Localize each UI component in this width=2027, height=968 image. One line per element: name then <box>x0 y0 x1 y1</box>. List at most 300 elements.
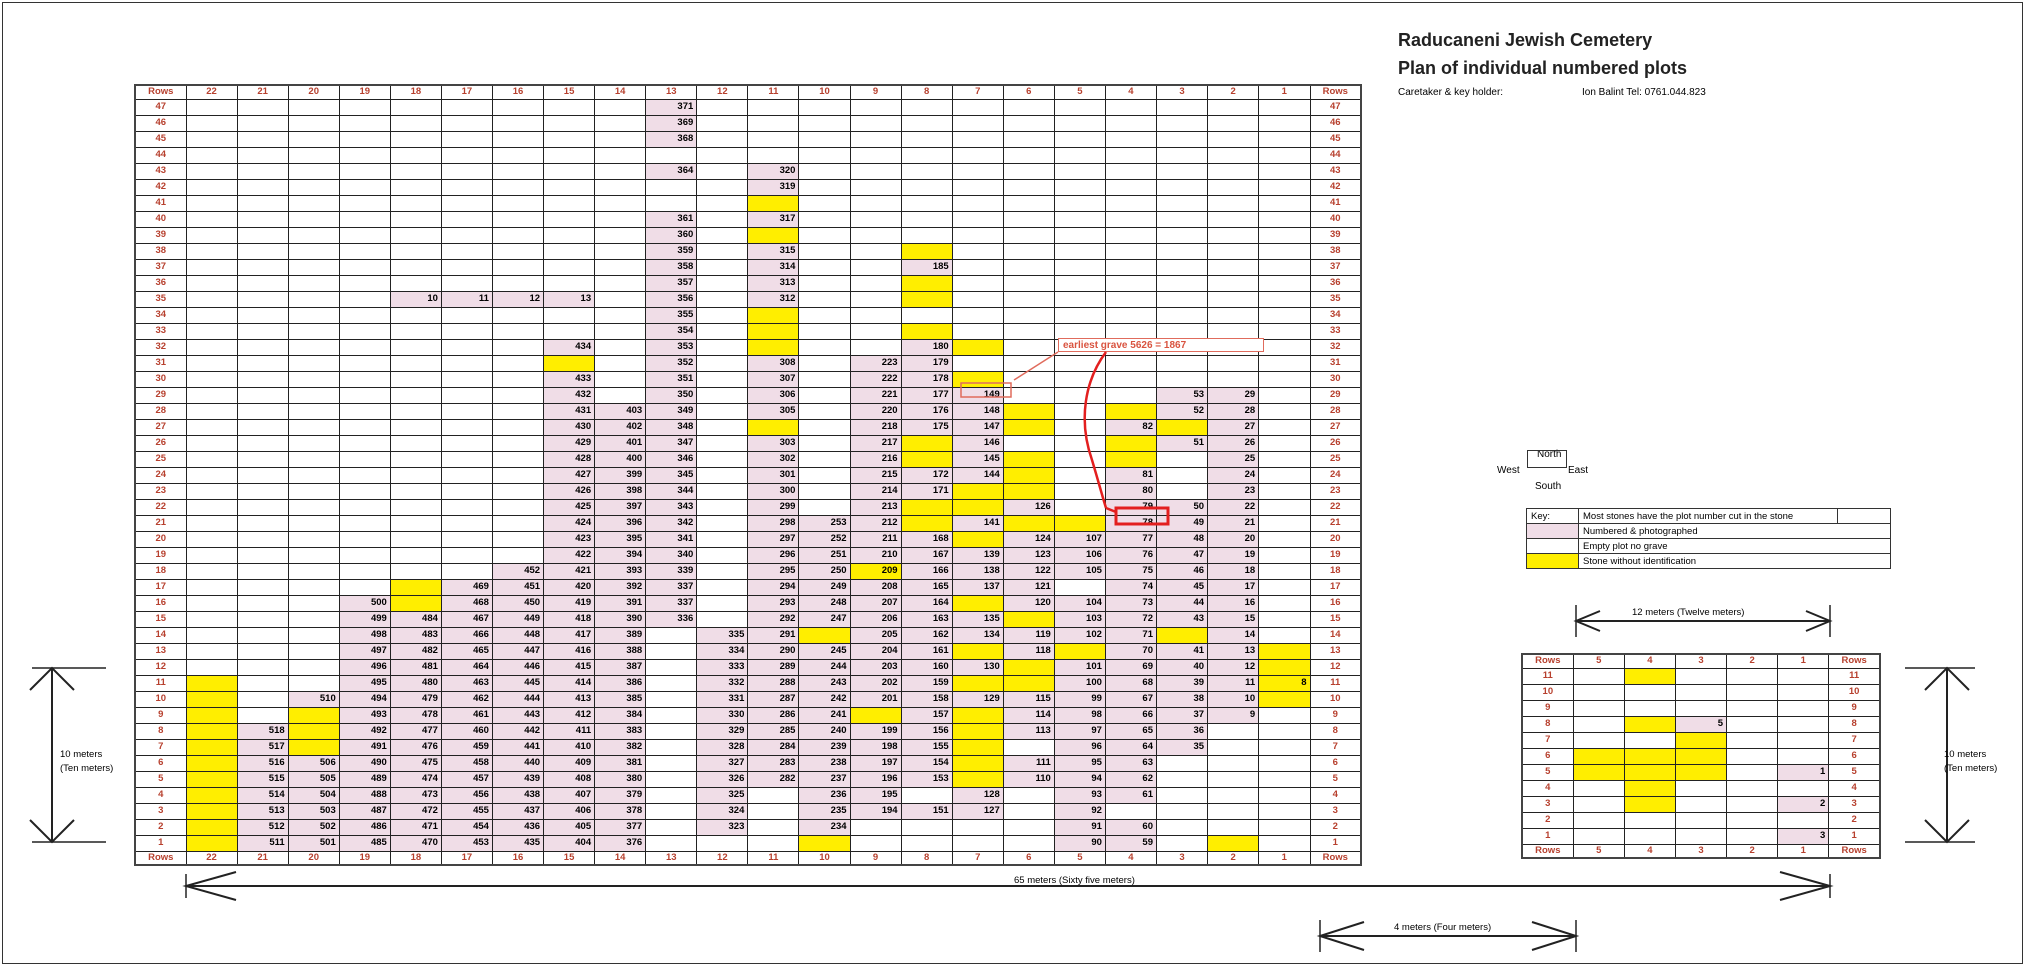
plot-cell: 364 <box>646 163 697 179</box>
column-header: 8 <box>901 851 952 865</box>
row-number: 24 <box>135 467 186 483</box>
row-number: 9 <box>1310 707 1361 723</box>
plot-cell: 13 <box>544 291 595 307</box>
plot-cell: 12 <box>492 291 543 307</box>
plot-cell: 497 <box>339 643 390 659</box>
plot-cell: 459 <box>441 739 492 755</box>
row-number: 33 <box>135 323 186 339</box>
row-number: 2 <box>1829 812 1880 828</box>
plot-cell: 504 <box>288 787 339 803</box>
plot-cell: 51 <box>1156 435 1207 451</box>
row-number: 34 <box>135 307 186 323</box>
plot-cell: 445 <box>492 675 543 691</box>
plot-cell: 164 <box>901 595 952 611</box>
column-header: 13 <box>646 85 697 99</box>
row-number: 11 <box>1522 668 1573 684</box>
row-number: 2 <box>135 819 186 835</box>
plot-cell: 90 <box>1054 835 1105 851</box>
row-number: 4 <box>135 787 186 803</box>
plot-cell: 392 <box>595 579 646 595</box>
plot-cell: 432 <box>544 387 595 403</box>
plot-cell: 469 <box>441 579 492 595</box>
plot-cell: 104 <box>1054 595 1105 611</box>
plot-cell: 212 <box>850 515 901 531</box>
plot-cell: 211 <box>850 531 901 547</box>
plot-cell: 411 <box>544 723 595 739</box>
plot-cell: 205 <box>850 627 901 643</box>
row-number: 6 <box>1310 755 1361 771</box>
row-number: 23 <box>135 483 186 499</box>
plot-cell: 474 <box>390 771 441 787</box>
row-number: 2 <box>1310 819 1361 835</box>
plot-cell: 3 <box>1778 828 1829 844</box>
plot-cell: 410 <box>544 739 595 755</box>
row-number: 18 <box>1310 563 1361 579</box>
column-header: 3 <box>1675 654 1726 668</box>
plot-cell: 389 <box>595 627 646 643</box>
plot-cell: 369 <box>646 115 697 131</box>
plot-cell: 67 <box>1105 691 1156 707</box>
compass-west: West <box>1497 465 1520 476</box>
row-number: 9 <box>1522 700 1573 716</box>
plot-cell: 120 <box>1003 595 1054 611</box>
plot-cell: 492 <box>339 723 390 739</box>
plot-cell: 135 <box>952 611 1003 627</box>
plot-cell: 52 <box>1156 403 1207 419</box>
plot-cell: 308 <box>748 355 799 371</box>
plot-cell: 110 <box>1003 771 1054 787</box>
plot-cell: 391 <box>595 595 646 611</box>
column-header: 15 <box>544 85 595 99</box>
plot-cell: 388 <box>595 643 646 659</box>
column-header: 20 <box>288 851 339 865</box>
row-number: 11 <box>1829 668 1880 684</box>
column-header: 18 <box>390 85 441 99</box>
right-dim-label: 10 meters <box>1944 749 1987 760</box>
plot-cell: 307 <box>748 371 799 387</box>
plot-cell: 11 <box>441 291 492 307</box>
plot-cell: 124 <box>1003 531 1054 547</box>
plot-cell: 106 <box>1054 547 1105 563</box>
plot-cell: 285 <box>748 723 799 739</box>
plot-cell: 213 <box>850 499 901 515</box>
plot-cell: 298 <box>748 515 799 531</box>
plot-cell: 53 <box>1156 387 1207 403</box>
plot-cell: 252 <box>799 531 850 547</box>
plot-cell: 305 <box>748 403 799 419</box>
column-header: 11 <box>748 851 799 865</box>
plot-cell: 235 <box>799 803 850 819</box>
row-number: 27 <box>135 419 186 435</box>
plot-cell: 175 <box>901 419 952 435</box>
plot-cell: 73 <box>1105 595 1156 611</box>
row-number: 32 <box>135 339 186 355</box>
plot-cell: 82 <box>1105 419 1156 435</box>
row-number: 10 <box>1522 684 1573 700</box>
plot-cell: 247 <box>799 611 850 627</box>
row-number: 11 <box>135 675 186 691</box>
row-number: 4 <box>1522 780 1573 796</box>
rows-label: Rows <box>1829 844 1880 858</box>
plot-cell: 429 <box>544 435 595 451</box>
row-number: 45 <box>1310 131 1361 147</box>
key-title: Key: <box>1527 509 1579 524</box>
row-number: 42 <box>1310 179 1361 195</box>
plot-cell: 348 <box>646 419 697 435</box>
plot-cell: 141 <box>952 515 1003 531</box>
plot-cell: 62 <box>1105 771 1156 787</box>
plot-cell: 66 <box>1105 707 1156 723</box>
plot-cell: 341 <box>646 531 697 547</box>
row-number: 26 <box>1310 435 1361 451</box>
plot-cell: 444 <box>492 691 543 707</box>
row-number: 30 <box>1310 371 1361 387</box>
plot-cell: 208 <box>850 579 901 595</box>
row-number: 9 <box>135 707 186 723</box>
plot-cell: 487 <box>339 803 390 819</box>
row-number: 44 <box>1310 147 1361 163</box>
plot-cell: 419 <box>544 595 595 611</box>
column-header: 11 <box>748 85 799 99</box>
column-header: 3 <box>1675 844 1726 858</box>
plot-cell: 96 <box>1054 739 1105 755</box>
plot-cell: 91 <box>1054 819 1105 835</box>
row-number: 17 <box>135 579 186 595</box>
plot-cell: 460 <box>441 723 492 739</box>
plot-cell: 244 <box>799 659 850 675</box>
plot-cell: 242 <box>799 691 850 707</box>
plot-cell: 151 <box>901 803 952 819</box>
plot-cell: 70 <box>1105 643 1156 659</box>
caretaker-label: Caretaker & key holder: <box>1398 87 1504 98</box>
row-number: 3 <box>1829 796 1880 812</box>
plot-cell: 449 <box>492 611 543 627</box>
key-note: Most stones have the plot number cut in the stone <box>1579 509 1838 524</box>
plot-cell: 455 <box>441 803 492 819</box>
plot-cell: 126 <box>1003 499 1054 515</box>
plot-cell: 407 <box>544 787 595 803</box>
plot-cell: 221 <box>850 387 901 403</box>
plot-cell: 418 <box>544 611 595 627</box>
plot-cell: 506 <box>288 755 339 771</box>
plot-cell: 282 <box>748 771 799 787</box>
plot-cell: 380 <box>595 771 646 787</box>
plot-cell: 518 <box>237 723 288 739</box>
plot-cell: 64 <box>1105 739 1156 755</box>
row-number: 7 <box>1310 739 1361 755</box>
plot-cell: 343 <box>646 499 697 515</box>
plot-cell: 25 <box>1208 451 1259 467</box>
plot-cell: 393 <box>595 563 646 579</box>
plot-cell: 334 <box>697 643 748 659</box>
plot-cell: 12 <box>1208 659 1259 675</box>
row-number: 5 <box>1310 771 1361 787</box>
row-number: 31 <box>1310 355 1361 371</box>
plot-cell: 43 <box>1156 611 1207 627</box>
row-number: 34 <box>1310 307 1361 323</box>
plot-cell: 197 <box>850 755 901 771</box>
plot-cell: 420 <box>544 579 595 595</box>
column-header: 6 <box>1003 851 1054 865</box>
plot-cell: 414 <box>544 675 595 691</box>
plot-cell: 379 <box>595 787 646 803</box>
plot-cell: 408 <box>544 771 595 787</box>
row-number: 33 <box>1310 323 1361 339</box>
plot-cell: 75 <box>1105 563 1156 579</box>
plot-cell: 153 <box>901 771 952 787</box>
plot-cell: 201 <box>850 691 901 707</box>
plot-cell: 494 <box>339 691 390 707</box>
plot-cell: 237 <box>799 771 850 787</box>
plot-cell: 171 <box>901 483 952 499</box>
row-number: 24 <box>1310 467 1361 483</box>
plot-cell: 13 <box>1208 643 1259 659</box>
plot-cell: 149 <box>952 387 1003 403</box>
plot-cell: 68 <box>1105 675 1156 691</box>
row-number: 25 <box>135 451 186 467</box>
plot-cell: 425 <box>544 499 595 515</box>
red-pointer-line <box>1085 352 1106 508</box>
row-number: 20 <box>135 531 186 547</box>
plot-cell: 176 <box>901 403 952 419</box>
plot-cell: 61 <box>1105 787 1156 803</box>
column-header: 10 <box>799 851 850 865</box>
key-label-photographed: Numbered & photographed <box>1579 524 1891 539</box>
plot-cell: 435 <box>492 835 543 851</box>
plot-cell: 481 <box>390 659 441 675</box>
plot-cell: 286 <box>748 707 799 723</box>
row-number: 28 <box>135 403 186 419</box>
plot-cell: 329 <box>697 723 748 739</box>
plot-cell: 433 <box>544 371 595 387</box>
plot-cell: 49 <box>1156 515 1207 531</box>
plot-cell: 21 <box>1208 515 1259 531</box>
plot-cell: 10 <box>390 291 441 307</box>
plot-cell: 503 <box>288 803 339 819</box>
plot-cell: 74 <box>1105 579 1156 595</box>
row-number: 6 <box>1829 748 1880 764</box>
row-number: 28 <box>1310 403 1361 419</box>
plot-cell: 196 <box>850 771 901 787</box>
plot-cell: 206 <box>850 611 901 627</box>
plot-cell: 396 <box>595 515 646 531</box>
plot-cell: 513 <box>237 803 288 819</box>
key-label-empty: Empty plot no grave <box>1579 539 1891 554</box>
plot-cell: 251 <box>799 547 850 563</box>
plot-cell: 336 <box>646 611 697 627</box>
column-header: 17 <box>441 851 492 865</box>
plot-cell: 59 <box>1105 835 1156 851</box>
plot-cell: 448 <box>492 627 543 643</box>
plot-cell: 385 <box>595 691 646 707</box>
plot-cell: 483 <box>390 627 441 643</box>
plot-cell: 99 <box>1054 691 1105 707</box>
row-number: 11 <box>1310 675 1361 691</box>
row-number: 39 <box>135 227 186 243</box>
plot-cell: 11 <box>1208 675 1259 691</box>
plot-cell: 80 <box>1105 483 1156 499</box>
column-header: 1 <box>1259 85 1310 99</box>
row-number: 17 <box>1310 579 1361 595</box>
plot-cell: 167 <box>901 547 952 563</box>
plot-cell: 416 <box>544 643 595 659</box>
row-number: 20 <box>1310 531 1361 547</box>
plot-cell: 447 <box>492 643 543 659</box>
plot-cell: 107 <box>1054 531 1105 547</box>
plot-cell: 9 <box>1208 707 1259 723</box>
plot-cell: 439 <box>492 771 543 787</box>
plot-cell: 404 <box>544 835 595 851</box>
row-number: 21 <box>135 515 186 531</box>
row-number: 40 <box>135 211 186 227</box>
plot-cell: 430 <box>544 419 595 435</box>
column-header: 19 <box>339 851 390 865</box>
plot-cell: 337 <box>646 579 697 595</box>
column-header: 12 <box>697 85 748 99</box>
plot-cell: 41 <box>1156 643 1207 659</box>
plot-cell: 161 <box>901 643 952 659</box>
plot-cell: 457 <box>441 771 492 787</box>
rows-label: Rows <box>135 851 186 865</box>
plot-cell: 417 <box>544 627 595 643</box>
plot-cell: 378 <box>595 803 646 819</box>
plot-cell: 295 <box>748 563 799 579</box>
plot-cell: 386 <box>595 675 646 691</box>
column-header: 18 <box>390 851 441 865</box>
row-number: 43 <box>135 163 186 179</box>
plot-cell: 121 <box>1003 579 1054 595</box>
plot-cell: 203 <box>850 659 901 675</box>
row-number: 46 <box>1310 115 1361 131</box>
plot-cell: 238 <box>799 755 850 771</box>
plot-cell: 446 <box>492 659 543 675</box>
row-number: 40 <box>1310 211 1361 227</box>
row-number: 15 <box>1310 611 1361 627</box>
key-label-unidentified: Stone without identification <box>1579 554 1891 569</box>
plot-cell: 511 <box>237 835 288 851</box>
row-number: 1 <box>1829 828 1880 844</box>
row-number: 10 <box>1310 691 1361 707</box>
row-number: 23 <box>1310 483 1361 499</box>
plot-cell: 71 <box>1105 627 1156 643</box>
row-number: 18 <box>135 563 186 579</box>
plot-cell: 323 <box>697 819 748 835</box>
plot-cell: 489 <box>339 771 390 787</box>
plot-cell: 98 <box>1054 707 1105 723</box>
plot-cell: 472 <box>390 803 441 819</box>
row-number: 19 <box>1310 547 1361 563</box>
row-number: 47 <box>1310 99 1361 115</box>
plot-cell: 168 <box>901 531 952 547</box>
plot-cell: 450 <box>492 595 543 611</box>
column-header: 7 <box>952 85 1003 99</box>
plot-cell: 19 <box>1208 547 1259 563</box>
plot-cell: 48 <box>1156 531 1207 547</box>
column-header: 8 <box>901 85 952 99</box>
plot-cell: 357 <box>646 275 697 291</box>
row-number: 4 <box>1829 780 1880 796</box>
row-number: 12 <box>135 659 186 675</box>
row-number: 15 <box>135 611 186 627</box>
plot-cell: 65 <box>1105 723 1156 739</box>
plot-cell: 434 <box>544 339 595 355</box>
row-number: 41 <box>135 195 186 211</box>
plot-cell: 428 <box>544 451 595 467</box>
rows-label: Rows <box>1310 851 1361 865</box>
plot-cell: 2 <box>1778 796 1829 812</box>
row-number: 16 <box>1310 595 1361 611</box>
plot-cell: 283 <box>748 755 799 771</box>
row-number: 38 <box>135 243 186 259</box>
plot-cell: 207 <box>850 595 901 611</box>
plot-cell: 18 <box>1208 563 1259 579</box>
row-number: 7 <box>1829 732 1880 748</box>
plot-cell: 180 <box>901 339 952 355</box>
plot-cell: 8 <box>1259 675 1310 691</box>
plot-cell: 236 <box>799 787 850 803</box>
row-number: 37 <box>135 259 186 275</box>
plot-cell: 467 <box>441 611 492 627</box>
row-number: 21 <box>1310 515 1361 531</box>
plot-cell: 194 <box>850 803 901 819</box>
plot-cell: 493 <box>339 707 390 723</box>
plot-cell: 498 <box>339 627 390 643</box>
plot-cell: 442 <box>492 723 543 739</box>
plot-cell: 35 <box>1156 739 1207 755</box>
row-number: 16 <box>135 595 186 611</box>
row-number: 12 <box>1310 659 1361 675</box>
plot-cell: 315 <box>748 243 799 259</box>
plot-cell: 397 <box>595 499 646 515</box>
plot-cell: 23 <box>1208 483 1259 499</box>
plot-cell: 28 <box>1208 403 1259 419</box>
plot-cell: 172 <box>901 467 952 483</box>
row-number: 31 <box>135 355 186 371</box>
plot-cell: 50 <box>1156 499 1207 515</box>
row-number: 4 <box>1310 787 1361 803</box>
column-header: 17 <box>441 85 492 99</box>
row-number: 1 <box>1310 835 1361 851</box>
row-number: 5 <box>1829 764 1880 780</box>
plot-cell: 475 <box>390 755 441 771</box>
row-number: 22 <box>1310 499 1361 515</box>
plot-cell: 436 <box>492 819 543 835</box>
plot-cell: 300 <box>748 483 799 499</box>
plot-cell: 502 <box>288 819 339 835</box>
plot-cell: 349 <box>646 403 697 419</box>
plot-cell: 16 <box>1208 595 1259 611</box>
plot-cell: 234 <box>799 819 850 835</box>
plot-cell: 371 <box>646 99 697 115</box>
plot-cell: 328 <box>697 739 748 755</box>
plot-cell: 204 <box>850 643 901 659</box>
plot-cell: 464 <box>441 659 492 675</box>
plot-cell: 240 <box>799 723 850 739</box>
plot-cell: 381 <box>595 755 646 771</box>
plot-cell: 1 <box>1778 764 1829 780</box>
row-number: 14 <box>1310 627 1361 643</box>
plot-cell: 456 <box>441 787 492 803</box>
plot-cell: 291 <box>748 627 799 643</box>
column-header: 1 <box>1259 851 1310 865</box>
row-number: 2 <box>1522 812 1573 828</box>
plot-cell: 484 <box>390 611 441 627</box>
row-number: 14 <box>135 627 186 643</box>
plot-cell: 477 <box>390 723 441 739</box>
plot-cell: 314 <box>748 259 799 275</box>
earliest-grave-highlight <box>961 383 1011 397</box>
plot-cell: 335 <box>697 627 748 643</box>
